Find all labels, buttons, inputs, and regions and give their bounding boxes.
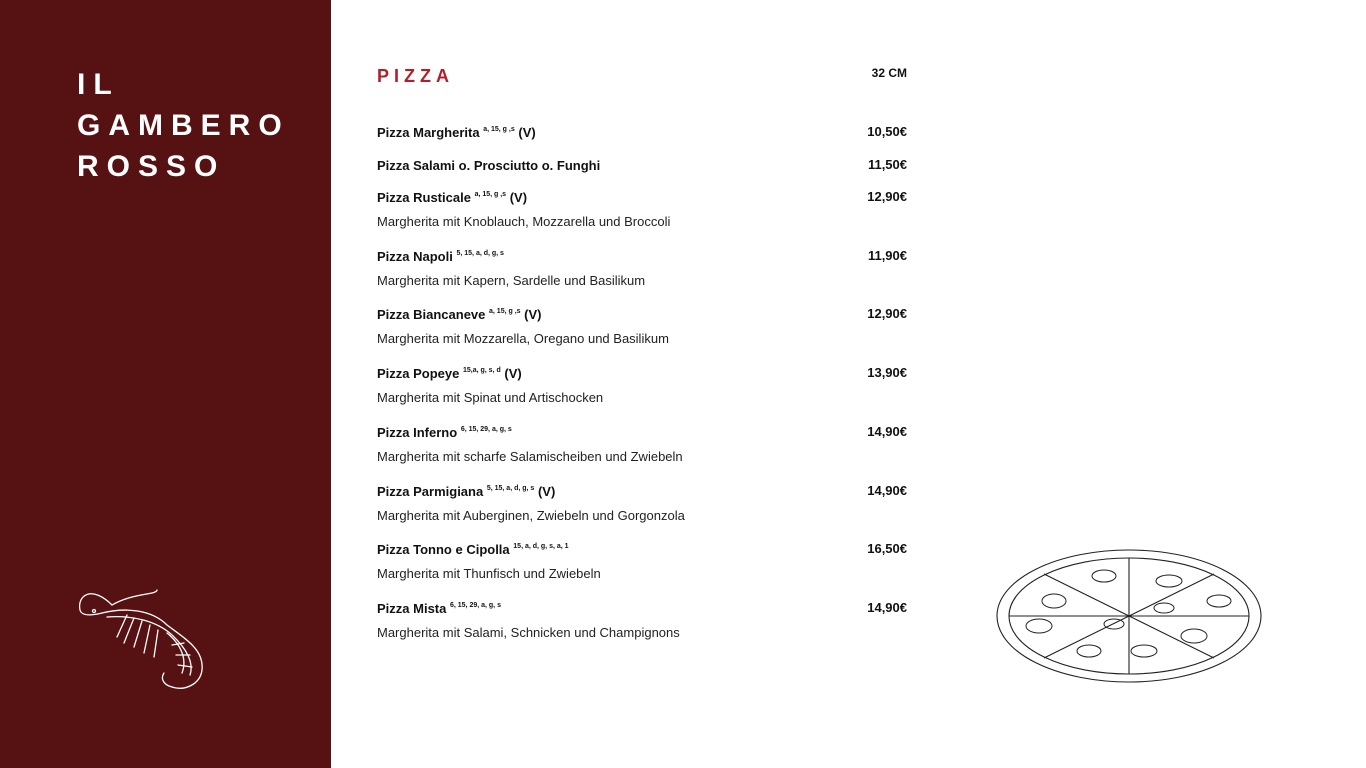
menu-item <box>377 600 907 640</box>
menu-item-price: 12,90€ <box>867 306 907 321</box>
menu-item-veg-marker: (V) <box>518 125 536 140</box>
menu-item-head <box>377 306 907 324</box>
menu-item-description: Margherita mit Salami, Schnicken und Champignons <box>377 625 680 640</box>
menu-item-head <box>377 365 907 383</box>
brand-line-2: GAMBERO <box>77 109 290 142</box>
menu-item-name <box>377 601 501 616</box>
menu-item <box>377 424 907 464</box>
menu-item-price: 11,50€ <box>867 157 907 172</box>
menu-item <box>377 157 907 175</box>
menu-item-title: Pizza Mista <box>377 601 447 616</box>
menu-item-head <box>377 124 907 142</box>
menu-item-price: 10,50€ <box>867 124 907 139</box>
menu-item-title: Pizza Napoli <box>377 249 453 264</box>
menu-item-head <box>377 600 907 618</box>
menu-item-name <box>377 425 512 440</box>
brand-line-3: ROSSO <box>77 150 226 183</box>
menu-item-veg-marker: (V) <box>509 190 528 205</box>
menu-item-name <box>377 158 600 173</box>
menu-item <box>377 248 907 288</box>
menu-item-description: Margherita mit Mozzarella, Oregano und Basilikum <box>377 331 669 346</box>
menu-item <box>377 189 907 229</box>
menu-item-name <box>377 249 504 264</box>
brand-title <box>77 64 290 187</box>
menu-item-allergens: 5, 15, a, d, g, s <box>456 249 504 257</box>
menu-item-allergens: a, 15, g ,s <box>474 190 507 198</box>
menu-item-name <box>377 125 536 140</box>
menu-item-price: 11,90€ <box>867 248 907 263</box>
menu-item-title: Pizza Biancaneve <box>377 307 486 322</box>
menu-item <box>377 483 907 523</box>
menu-item-name <box>377 484 555 499</box>
menu-item-head <box>377 483 907 501</box>
menu-item-head <box>377 248 907 266</box>
menu-item-description: Margherita mit Spinat und Artischocken <box>377 390 604 405</box>
menu-item-veg-marker: (V) <box>504 366 522 381</box>
menu-item-price: 13,90€ <box>867 365 907 380</box>
menu-item-title: Pizza Margherita <box>377 125 480 140</box>
menu-item-allergens: a, 15, g ,s <box>489 307 521 315</box>
menu-item-price: 16,50€ <box>867 541 907 556</box>
menu-item-title: Pizza Inferno <box>377 425 458 440</box>
menu-item-allergens: 15,a, g, s, d <box>463 366 501 374</box>
menu-item-name <box>377 366 522 381</box>
menu-item-head <box>377 424 907 442</box>
menu-item-name <box>377 542 569 557</box>
menu-item-price: 14,90€ <box>867 600 907 615</box>
menu-item-title: Pizza Popeye <box>377 366 460 381</box>
shrimp-icon <box>72 585 212 695</box>
menu-item-head <box>377 157 907 175</box>
menu-item-allergens: 15, a, d, g, s, a, 1 <box>513 542 569 550</box>
menu-item-allergens: 6, 15, 29, a, g, s <box>449 601 501 609</box>
pizza-icon <box>994 546 1264 686</box>
menu-item-description: Margherita mit Thunfisch und Zwiebeln <box>377 566 601 581</box>
brand-line-1: IL <box>77 68 120 101</box>
menu-item-price: 14,90€ <box>867 483 907 498</box>
section-title: PIZZA <box>377 66 454 86</box>
menu-item-allergens: 5, 15, a, d, g, s <box>486 484 535 492</box>
menu-item-allergens: a, 15, g ,s <box>483 125 515 133</box>
sidebar <box>0 0 331 768</box>
menu-item-title: Pizza Rusticale <box>377 190 471 205</box>
menu-item-price: 12,90€ <box>867 189 907 204</box>
menu-item <box>377 124 907 142</box>
menu-item-title: Pizza Tonno e Cipolla <box>377 542 510 557</box>
menu-item <box>377 306 907 346</box>
menu-content <box>377 0 907 768</box>
menu-item <box>377 541 907 581</box>
menu-item-description: Margherita mit Auberginen, Zwiebeln und Gorgonzola <box>377 508 685 523</box>
menu-item-veg-marker: (V) <box>524 307 542 322</box>
menu-item-title: Pizza Salami o. Prosciutto o. Funghi <box>377 158 601 173</box>
menu-item-description: Margherita mit scharfe Salamischeiben und Zwiebeln <box>377 449 683 464</box>
size-label: 32 CM <box>871 66 907 80</box>
menu-item-description: Margherita mit Kapern, Sardelle und Basilikum <box>377 273 646 288</box>
menu-item-head <box>377 541 907 559</box>
menu-item-allergens: 6, 15, 29, a, g, s <box>460 425 512 433</box>
menu-item-price: 14,90€ <box>867 424 907 439</box>
menu-item-name <box>377 190 527 205</box>
menu-item <box>377 365 907 405</box>
menu-item-title: Pizza Parmigiana <box>377 484 484 499</box>
menu-item-veg-marker: (V) <box>537 484 556 499</box>
menu-item-head <box>377 189 907 207</box>
menu-item-description: Margherita mit Knoblauch, Mozzarella und Broccoli <box>377 214 671 229</box>
menu-item-name <box>377 307 542 322</box>
